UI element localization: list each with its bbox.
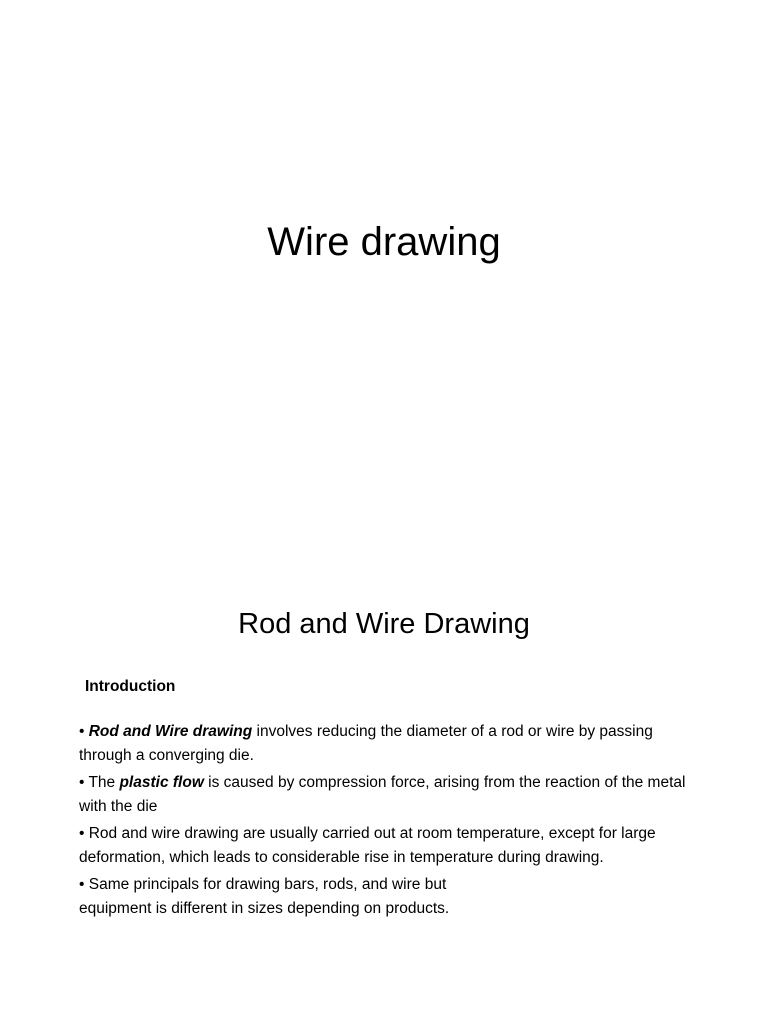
bullet-text: is caused by compression force, arising from the reaction of the metal with the die	[79, 774, 686, 815]
slide-1	[0, 0, 768, 510]
bullet-text: Rod and wire drawing are usually carried out at room temperature, except for large deformation, which leads to considerable rise in temperature during drawing.	[79, 825, 656, 866]
slide-2	[0, 510, 768, 1024]
slide-title: Wire drawing	[267, 220, 501, 264]
bullet-marker: •	[79, 774, 89, 791]
slide-title: Rod and Wire Drawing	[238, 608, 530, 640]
bullet-item	[79, 873, 509, 920]
bullet-list	[79, 720, 699, 924]
bullet-emphasis: Rod and Wire drawing	[88, 723, 253, 740]
bullet-marker: •	[79, 825, 89, 842]
bullet-item	[79, 771, 699, 818]
bullet-marker: •	[79, 876, 89, 893]
bullet-text: involves reducing the diameter of a rod or wire by passing through a converging die.	[79, 723, 653, 764]
bullet-item	[79, 720, 699, 767]
bullet-emphasis: plastic flow	[119, 774, 204, 791]
bullet-text: The	[88, 774, 120, 791]
bullet-marker: •	[79, 723, 89, 740]
section-heading: Introduction	[85, 678, 176, 695]
bullet-item	[79, 822, 699, 869]
bullet-text: Same principals for drawing bars, rods, and wire but equipment is different in sizes depending on products.	[79, 876, 450, 917]
